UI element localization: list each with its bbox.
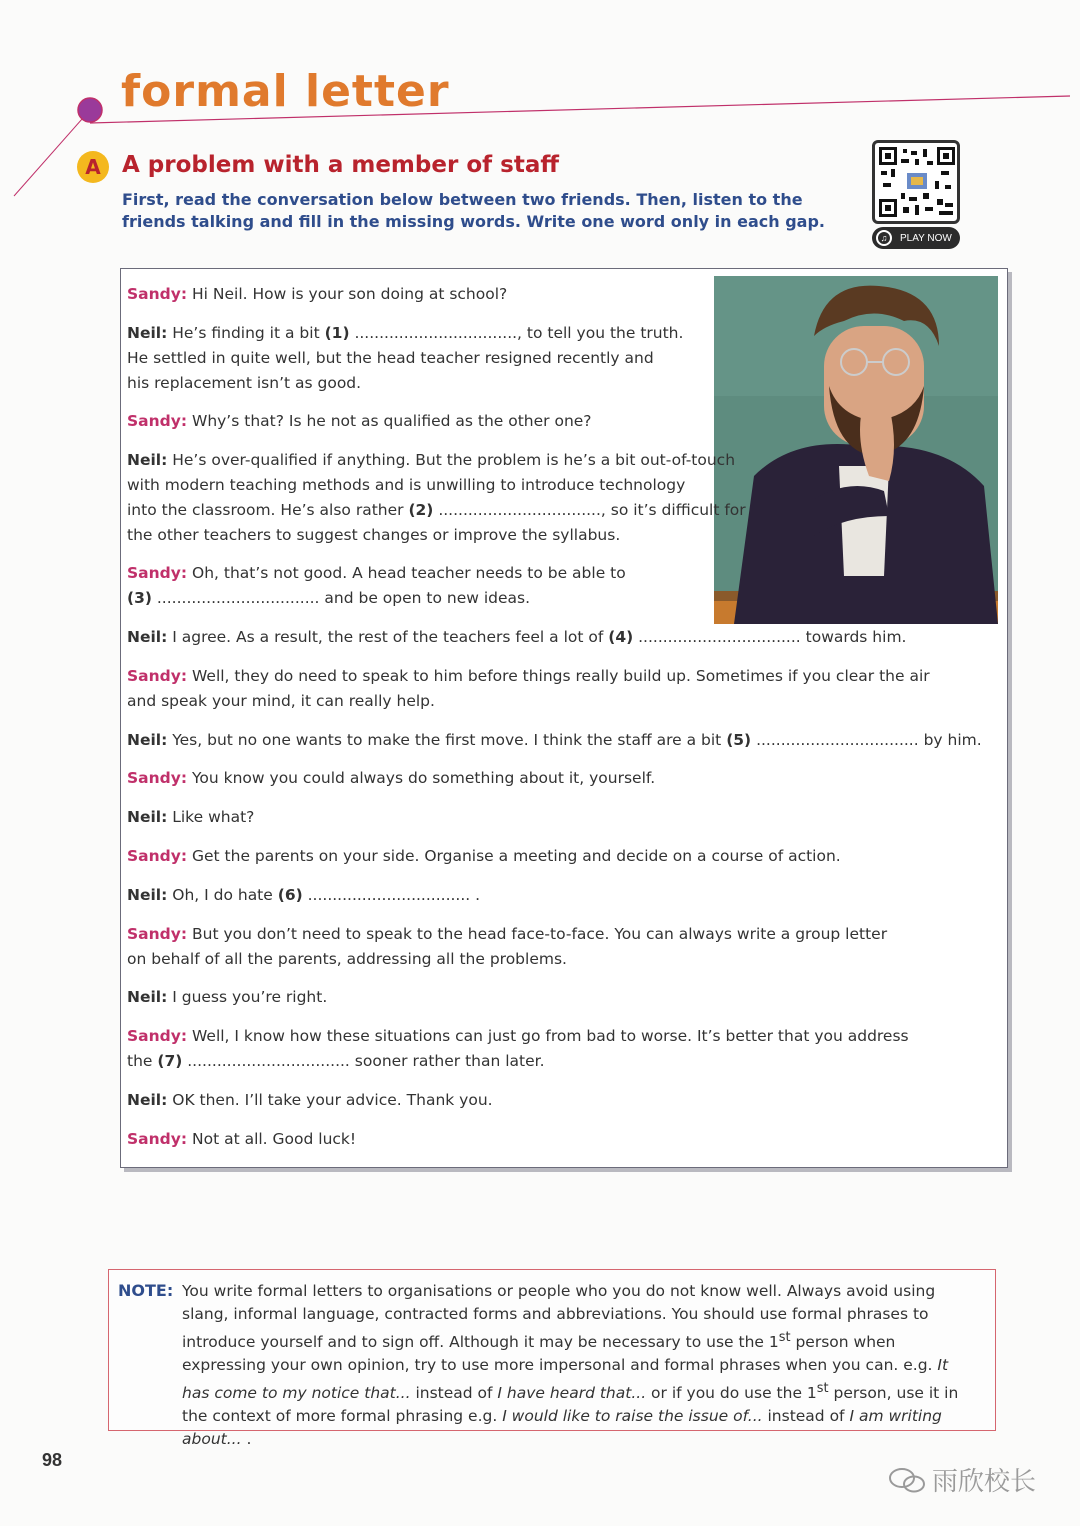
wechat-icon (888, 1466, 928, 1494)
play-now-button[interactable] (872, 227, 960, 249)
watermark-text: 雨欣校长 (932, 1466, 1037, 1496)
speaker-sandy: Sandy: (127, 285, 188, 303)
line-text: Why’s that? Is he not as qualified as the other one? (187, 412, 592, 430)
line-text: Get the parents on your side. Organise a meeting and decide on a course of action. (187, 847, 841, 865)
gap-blank-3[interactable]: ................................. and be open to new ideas. (151, 589, 531, 607)
speaker-sandy: Sandy: (127, 1130, 188, 1148)
note-superscript: st (816, 1381, 829, 1397)
teacher-photo (714, 276, 998, 624)
dialogue-line-6 (127, 625, 906, 650)
gap-blank-5[interactable]: ................................. by him. (751, 731, 982, 749)
speaker-neil: Neil: (127, 451, 168, 469)
page-number: 98 (42, 1450, 63, 1470)
line-text: Well, I know how these situations can just go from bad to worse. It’s better that you address (187, 1027, 909, 1045)
dialogue-line-7 (127, 664, 930, 689)
note-example: It has come to my notice that... (182, 1356, 949, 1403)
speaker-neil: Neil: (127, 324, 168, 342)
dialogue-line-14 (127, 985, 327, 1010)
note-text-part: person when expressing your own opinion, try to use more impersonal and formal phrases when you can. e.g. (182, 1333, 938, 1375)
line-text: Not at all. Good luck! (187, 1130, 357, 1148)
note-label: NOTE: (118, 1281, 174, 1300)
note-text-part: instead of (762, 1407, 850, 1426)
music-note-icon: ♫ (876, 230, 892, 246)
dialogue-line-10 (127, 805, 254, 830)
note-text-part: instead of (410, 1384, 498, 1403)
gap-blank-6[interactable]: ................................. . (302, 886, 481, 904)
speaker-neil: Neil: (127, 988, 168, 1006)
title-bullet-icon (78, 98, 102, 122)
note-text-part: or if you do use the 1 (646, 1384, 817, 1403)
line-text: He’s over-qualified if anything. But the problem is he’s a bit out-of-touch (167, 451, 736, 469)
note-example: I have heard that... (497, 1384, 647, 1403)
page-title: formal letter (121, 66, 450, 117)
note-text-part: . (241, 1430, 252, 1449)
dialogue-line-2 (127, 321, 683, 346)
note-text (182, 1280, 977, 1451)
dialogue-line-13-cont: on behalf of all the parents, addressing all the problems. (127, 950, 567, 968)
gap-blank-7[interactable]: ................................. sooner rather than later. (182, 1052, 545, 1070)
speaker-neil: Neil: (127, 886, 168, 904)
section-heading: A problem with a member of staff (122, 152, 559, 178)
line-text: into the classroom. He’s also rather (127, 501, 409, 519)
gap-number-3: (3) (127, 589, 152, 607)
dialogue-line-15-cont (127, 1049, 545, 1074)
section-letter-badge: A (77, 151, 109, 183)
dialogue-line-12 (127, 883, 480, 908)
line-text: Oh, I do hate (167, 886, 278, 904)
dialogue-line-4 (127, 448, 735, 473)
gap-number-1: (1) (324, 324, 350, 342)
dialogue-line-13 (127, 922, 887, 947)
gap-number-5: (5) (726, 731, 752, 749)
dialogue-line-2-cont2: his replacement isn’t as good. (127, 374, 362, 392)
qr-code-icon[interactable] (872, 140, 960, 224)
line-text: the (127, 1052, 158, 1070)
line-text: I agree. As a result, the rest of the teachers feel a lot of (167, 628, 609, 646)
watermark (888, 1461, 1036, 1498)
speaker-sandy: Sandy: (127, 847, 188, 865)
dialogue-line-16 (127, 1088, 493, 1113)
dialogue-line-2-cont: He settled in quite well, but the head teacher resigned recently and (127, 349, 654, 367)
dialogue-line-15 (127, 1024, 909, 1049)
speaker-neil: Neil: (127, 1091, 168, 1109)
gap-number-7: (7) (157, 1052, 183, 1070)
note-example: I would like to raise the issue of... (502, 1407, 763, 1426)
speaker-neil: Neil: (127, 628, 168, 646)
line-text: Oh, that’s not good. A head teacher needs to be able to (187, 564, 626, 582)
dialogue-line-4-cont3: the other teachers to suggest changes or improve the syllabus. (127, 526, 621, 544)
note-text-part: person, use it in the context of more formal phrasing e.g. (182, 1384, 959, 1426)
gap-blank-2[interactable]: ................................., so it’s difficult for (433, 501, 746, 519)
section-instructions: First, read the conversation below between two friends. Then, listen to the friends talking and fill in the missing words. Write one word only in each gap. (122, 190, 825, 231)
line-text: Like what? (167, 808, 255, 826)
speaker-neil: Neil: (127, 731, 168, 749)
dialogue-line-1 (127, 282, 507, 307)
dialogue-line-11 (127, 844, 841, 869)
dialogue-line-7-cont: and speak your mind, it can really help. (127, 692, 435, 710)
speaker-sandy: Sandy: (127, 412, 188, 430)
speaker-sandy: Sandy: (127, 769, 188, 787)
gap-number-2: (2) (408, 501, 434, 519)
speaker-sandy: Sandy: (127, 667, 188, 685)
dialogue-line-5 (127, 561, 626, 586)
play-now-label: PLAY NOW (900, 232, 952, 244)
speaker-sandy: Sandy: (127, 925, 188, 943)
dialogue-line-17 (127, 1127, 356, 1152)
gap-number-6: (6) (277, 886, 303, 904)
speaker-sandy: Sandy: (127, 1027, 188, 1045)
note-text-part: You write formal letters to organisations or people who you do not know well. Always avoid using slang, informal language, contracted forms and abbreviations. You should use formal phrases to introduce yourself and to sign off. Although it may be necessary to use the 1 (182, 1282, 936, 1352)
note-superscript: st (778, 1330, 791, 1345)
note-example: I am writing about... (182, 1407, 942, 1449)
gap-blank-1[interactable]: ................................., to tell you the truth. (349, 324, 684, 342)
gap-number-4: (4) (608, 628, 634, 646)
dialogue-line-9 (127, 766, 655, 791)
line-text: You know you could always do something about it, yourself. (187, 769, 656, 787)
dialogue-line-3 (127, 409, 592, 434)
dialogue-line-8 (127, 728, 982, 753)
dialogue-line-4-cont2 (127, 498, 746, 523)
gap-blank-4[interactable]: ................................. towards him. (633, 628, 907, 646)
line-text: Hi Neil. How is your son doing at school? (187, 285, 508, 303)
line-text: I guess you’re right. (167, 988, 328, 1006)
dialogue-line-4-cont: with modern teaching methods and is unwilling to introduce technology (127, 476, 686, 494)
line-text: But you don’t need to speak to the head face-to-face. You can always write a group letter (187, 925, 888, 943)
line-text: Well, they do need to speak to him before things really build up. Sometimes if you clear the air (187, 667, 930, 685)
line-text: OK then. I’ll take your advice. Thank you. (167, 1091, 493, 1109)
dialogue-line-5-cont (127, 586, 530, 611)
speaker-neil: Neil: (127, 808, 168, 826)
line-text: He’s finding it a bit (167, 324, 325, 342)
line-text: Yes, but no one wants to make the first move. I think the staff are a bit (167, 731, 727, 749)
speaker-sandy: Sandy: (127, 564, 188, 582)
